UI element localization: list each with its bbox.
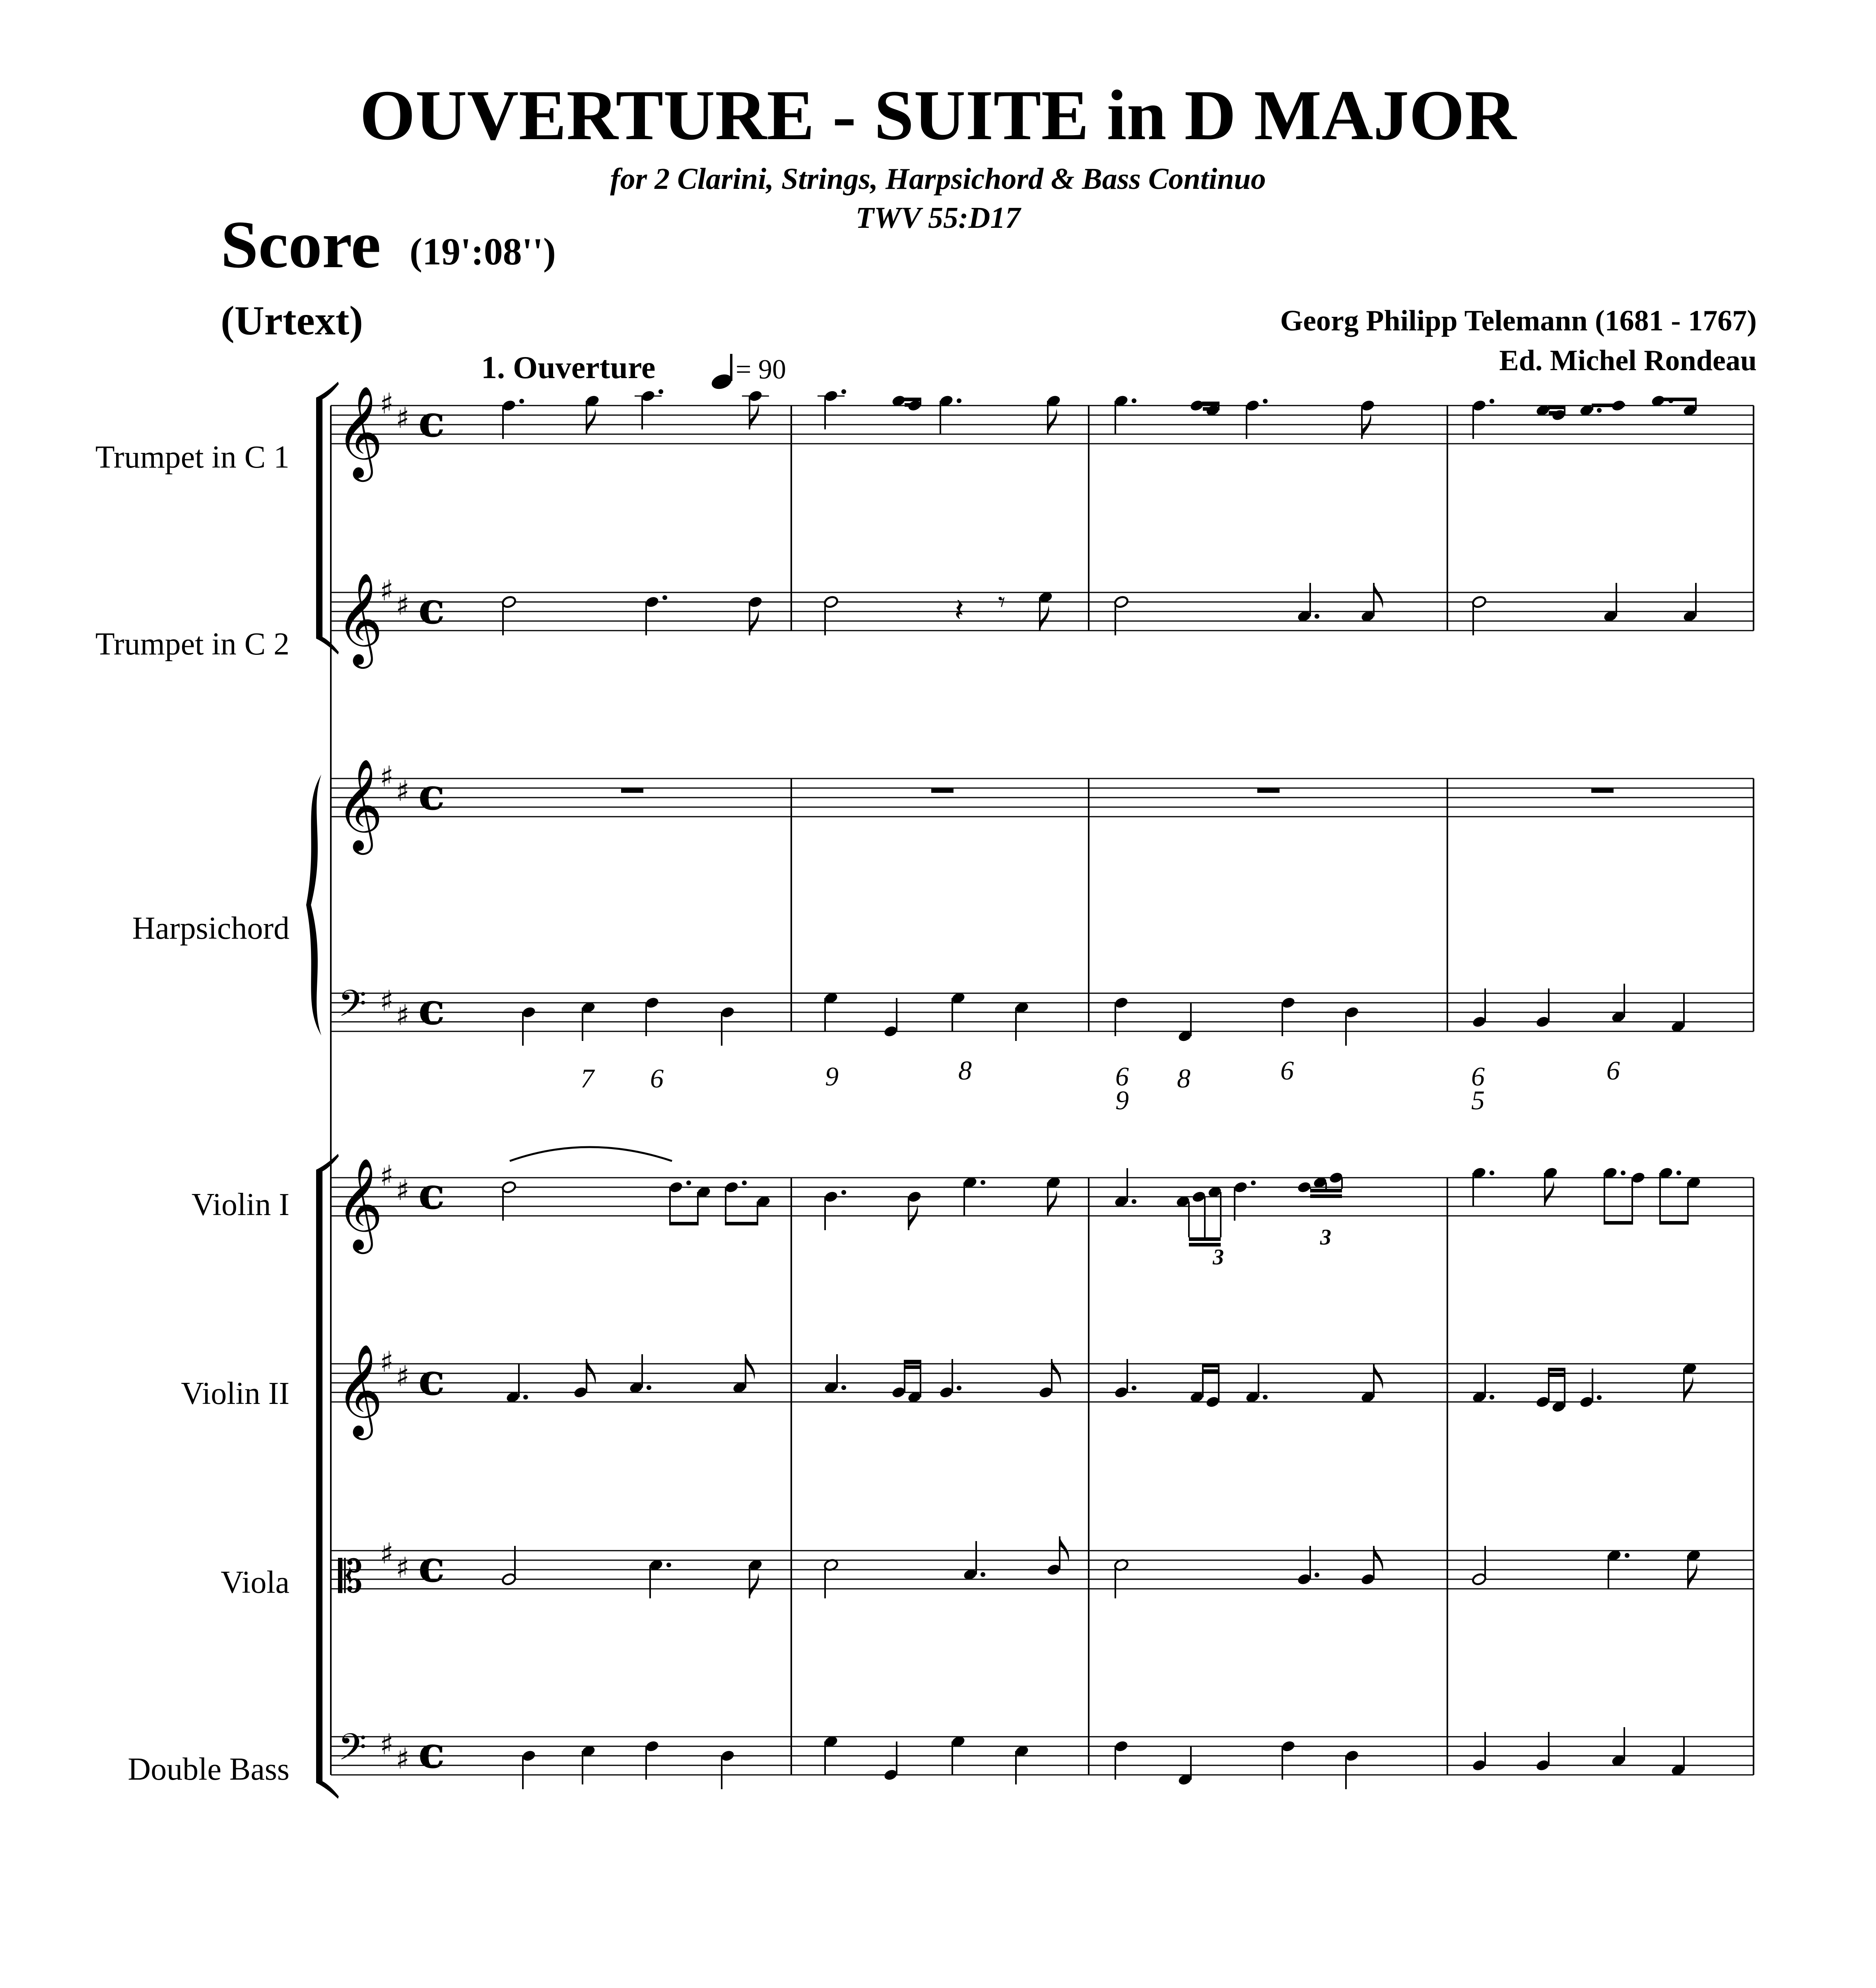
augmentation-dot: [957, 1386, 961, 1390]
note-beam: [1310, 1189, 1342, 1192]
trumpets-bracket: [316, 398, 322, 639]
figured-bass-numeral: 6: [1606, 1055, 1620, 1085]
note-beam: [1549, 1373, 1565, 1377]
tie: [510, 1147, 672, 1161]
movement-title: 1. Ouverture: [481, 350, 656, 385]
augmentation-dot: [1315, 1573, 1319, 1577]
note-flag: [909, 1205, 918, 1230]
sharp-icon: ♯: [380, 387, 394, 420]
strings-bracket: [316, 1170, 322, 1783]
augmentation-dot: [1625, 1553, 1629, 1558]
augmentation-dot: [841, 389, 846, 394]
tuplet-number: 3: [1213, 1245, 1224, 1270]
figured-bass-numeral: 9: [825, 1061, 839, 1091]
whole-rest: [1257, 788, 1280, 793]
note-flag: [1040, 605, 1049, 631]
figured-bass-numeral: 8: [958, 1055, 972, 1085]
sharp-icon: ♯: [380, 1345, 394, 1378]
note-beam: [726, 1222, 757, 1225]
score-label: Score: [221, 207, 381, 282]
note-beam: [1549, 406, 1565, 409]
augmentation-dot: [1490, 1395, 1494, 1400]
augmentation-dot: [1597, 408, 1602, 413]
note-beam: [905, 398, 921, 401]
sharp-icon: ♯: [380, 760, 394, 793]
common-time-icon: c: [418, 769, 445, 820]
sharp-icon: ♯: [380, 574, 394, 607]
instrument-label: Trumpet in C 1: [95, 440, 289, 475]
alto-clef-icon: 𝄡: [338, 1551, 363, 1603]
augmentation-dot: [523, 1395, 528, 1400]
augmentation-dot: [1263, 399, 1268, 404]
augmentation-dot: [957, 398, 961, 403]
note-flag: [1048, 1190, 1057, 1216]
tempo-value: = 90: [736, 354, 786, 385]
augmentation-dot: [1490, 399, 1494, 404]
note-flag: [1362, 414, 1371, 439]
treble-clef-icon: 𝄞: [336, 385, 383, 478]
bass-clef-icon: 𝄢: [338, 1726, 367, 1778]
note-beam: [1310, 1194, 1342, 1198]
augmentation-dot: [1132, 1386, 1136, 1390]
note-beam: [1203, 402, 1219, 405]
note-beam: [1604, 1221, 1632, 1225]
augmentation-dot: [1315, 614, 1319, 619]
augmentation-dot: [658, 389, 663, 394]
strings-bracket-top: [316, 1154, 339, 1171]
augmentation-dot: [1676, 1171, 1681, 1175]
note-flag: [1052, 1359, 1061, 1384]
sharp-icon: ♯: [396, 1359, 410, 1393]
note-flag: [750, 610, 759, 635]
augmentation-dot: [742, 1180, 747, 1185]
treble-clef-icon: 𝄞: [336, 1157, 383, 1250]
note-flag: [1374, 1364, 1383, 1389]
treble-clef-icon: 𝄞: [336, 1343, 383, 1436]
edition-label: (Urtext): [221, 298, 363, 344]
augmentation-dot: [1132, 1199, 1136, 1204]
augmentation-dot: [1621, 1171, 1625, 1175]
instrument-label: Viola: [221, 1565, 289, 1600]
trumpets-bracket-top: [316, 382, 339, 399]
augmentation-dot: [686, 1180, 691, 1185]
note-beam: [1592, 404, 1624, 407]
sharp-icon: ♯: [396, 588, 410, 621]
augmentation-dot: [981, 1180, 985, 1185]
quarter-rest-icon: 𝄽: [954, 592, 964, 629]
duration: (19':08''): [410, 230, 556, 273]
sharp-icon: ♯: [380, 1159, 394, 1192]
augmentation-dot: [666, 1563, 671, 1567]
note-flag: [746, 1354, 755, 1380]
whole-rest: [931, 788, 954, 793]
instrument-label: Trumpet in C 2: [95, 627, 289, 662]
figured-bass-numeral: 6: [1280, 1055, 1294, 1085]
augmentation-dot: [981, 1572, 985, 1577]
sharp-icon: ♯: [380, 1728, 394, 1761]
augmentation-dot: [841, 1385, 846, 1390]
note-flag: [1688, 1563, 1697, 1589]
note-beam: [1203, 1369, 1219, 1373]
common-time-icon: c: [418, 1168, 445, 1219]
augmentation-dot: [841, 1190, 846, 1195]
note-flag: [586, 1359, 596, 1384]
augmentation-dot: [519, 399, 524, 404]
tuplet-number: 3: [1320, 1225, 1331, 1250]
common-time-icon: c: [418, 1541, 445, 1592]
bass-clef-icon: 𝄢: [338, 982, 367, 1034]
figured-bass-numeral: 6: [1471, 1061, 1485, 1091]
note-flag: [1374, 583, 1383, 608]
common-time-icon: c: [418, 1354, 445, 1405]
sharp-icon: ♯: [396, 1551, 410, 1584]
editor: Ed. Michel Rondeau: [1499, 344, 1757, 377]
augmentation-dot: [1597, 1395, 1602, 1400]
strings-bracket-bottom: [316, 1781, 339, 1799]
figured-bass-numeral: 6: [1115, 1061, 1129, 1091]
instrument-label: Violin II: [181, 1376, 289, 1411]
common-time-icon: c: [418, 983, 445, 1035]
sharp-icon: ♯: [396, 998, 410, 1032]
note-beam: [1203, 1364, 1219, 1367]
augmentation-dot: [1490, 1171, 1494, 1175]
catalog-number: TWV 55:D17: [855, 201, 1021, 235]
note-flag: [1060, 1536, 1069, 1562]
augmentation-dot: [647, 1385, 651, 1390]
note-flag: [750, 404, 759, 429]
augmentation-dot: [1251, 1180, 1256, 1185]
treble-clef-icon: 𝄞: [336, 758, 383, 851]
sharp-icon: ♯: [396, 1173, 410, 1207]
note-flag: [1684, 1376, 1693, 1402]
sharp-icon: ♯: [380, 984, 394, 1017]
figured-bass-numeral: 6: [650, 1063, 664, 1093]
note-beam: [1549, 1368, 1565, 1371]
note-flag: [586, 409, 596, 434]
figured-bass-numeral: 5: [1471, 1085, 1485, 1115]
sharp-icon: ♯: [380, 1537, 394, 1570]
note-beam: [1549, 411, 1565, 415]
sharp-icon: ♯: [396, 1742, 410, 1775]
sharp-icon: ♯: [396, 401, 410, 435]
common-time-icon: c: [418, 582, 445, 634]
sharp-icon: ♯: [396, 774, 410, 808]
note-beam: [670, 1222, 698, 1225]
score-title: OUVERTURE - SUITE in D MAJOR: [359, 76, 1517, 155]
note-beam: [1664, 398, 1696, 401]
whole-rest: [621, 788, 643, 793]
figured-bass-numeral: 8: [1177, 1063, 1190, 1093]
instrument-label: Double Bass: [128, 1752, 289, 1787]
harpsichord-brace: [306, 775, 321, 1035]
note-beam: [1203, 407, 1219, 411]
figured-bass-numeral: 7: [581, 1063, 594, 1093]
augmentation-dot: [1132, 398, 1136, 403]
instrument-label: Harpsichord: [132, 911, 289, 946]
note-beam: [1660, 1221, 1688, 1225]
treble-clef-icon: 𝄞: [336, 572, 383, 665]
whole-rest: [1591, 788, 1614, 793]
note-beam: [1189, 1237, 1221, 1241]
note-flag: [1545, 1181, 1554, 1206]
note-flag: [1048, 409, 1057, 434]
note-beam: [905, 1360, 921, 1363]
score-subtitle: for 2 Clarini, Strings, Harpsichord & Bass Continuo: [610, 162, 1266, 196]
figured-bass-numeral: 9: [1115, 1085, 1129, 1115]
common-time-icon: c: [418, 1727, 445, 1778]
composer: Georg Philipp Telemann (1681 - 1767): [1280, 305, 1757, 337]
note-flag: [750, 1573, 759, 1598]
common-time-icon: c: [418, 396, 445, 447]
trumpets-bracket-bottom: [316, 637, 339, 654]
note-beam: [905, 1365, 921, 1369]
instrument-label: Violin I: [191, 1187, 289, 1222]
augmentation-dot: [662, 595, 667, 600]
note-beam: [905, 403, 921, 407]
augmentation-dot: [1263, 1395, 1268, 1400]
note-flag: [1374, 1546, 1383, 1571]
eighth-rest-icon: 𝄾: [998, 586, 1006, 618]
